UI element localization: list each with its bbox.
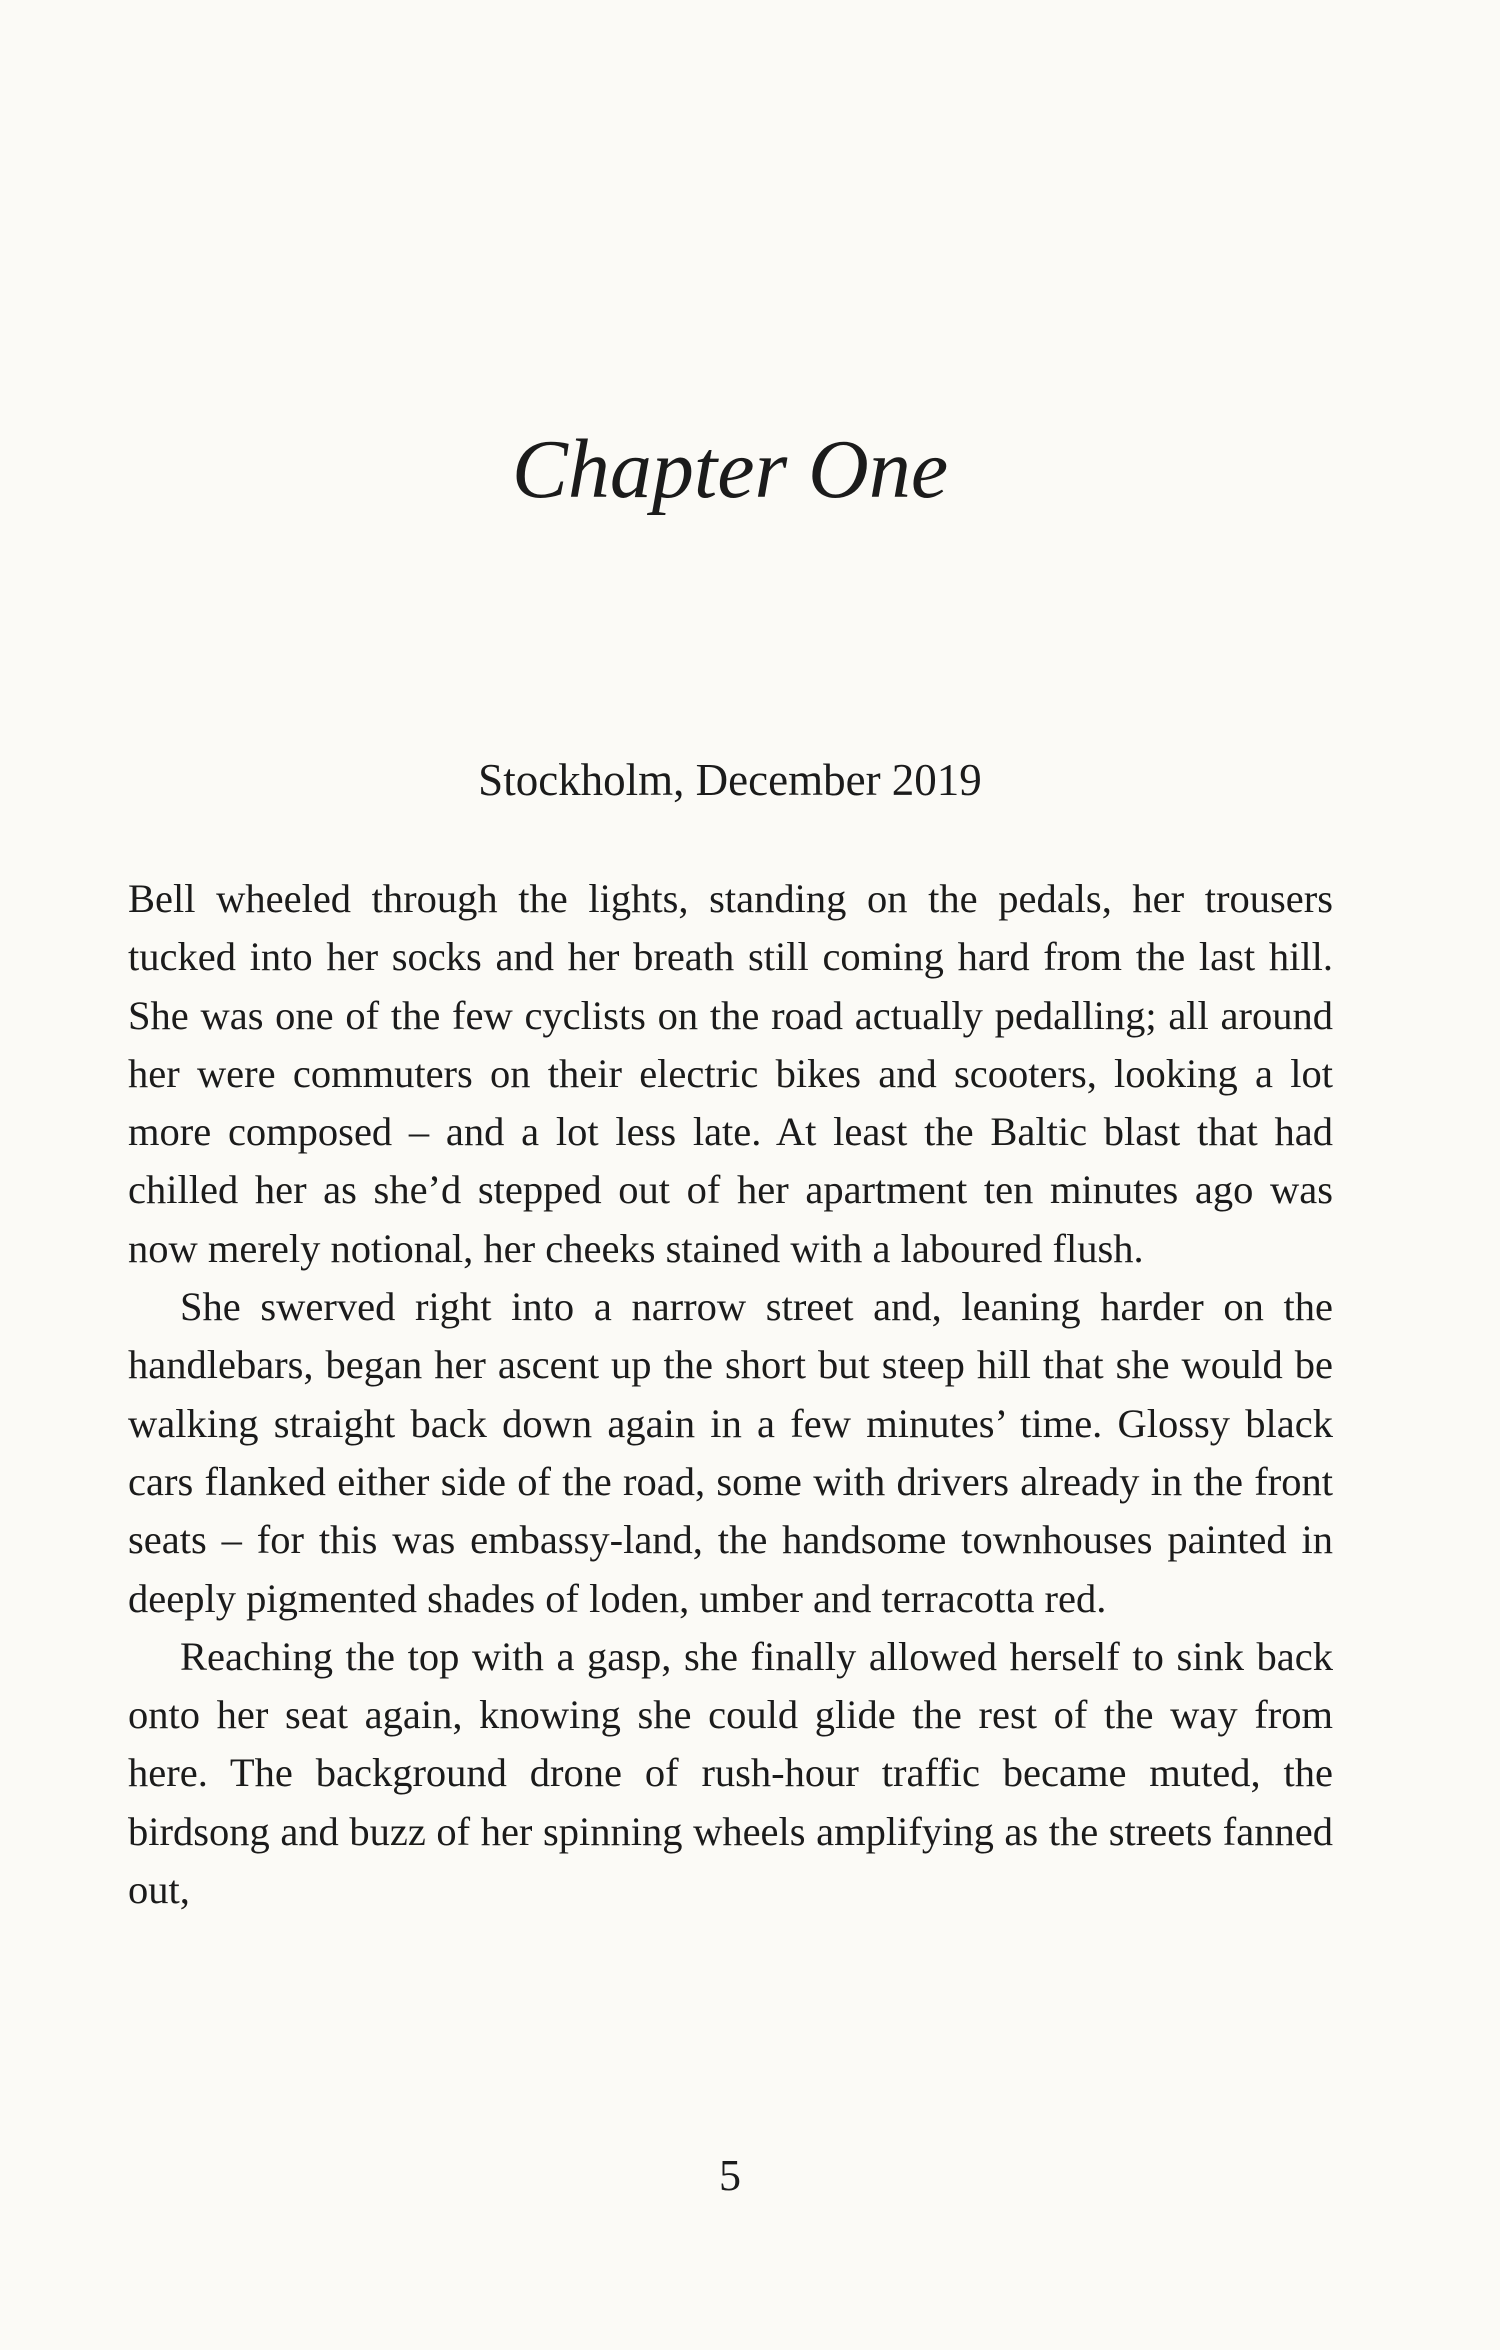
body-text xyxy=(128,870,1333,1919)
paragraph-3: Reaching the top with a gasp, she finally allowed herself to sink back onto her seat again, knowing she could glide the rest of the way from here. The background drone of rush-hour traffic became muted, the birdsong and buzz of her spinning wheels amplifying as the streets fanned out, xyxy=(128,1633,1333,1913)
paragraph-2: She swerved right into a narrow street and, leaning harder on the handlebars, began her ascent up the short but steep hill that she would be walking straight back down again in a few minutes’ time. Glossy black cars flanked either side of the road, some with drivers already in the front seats – for this was embassy-land, the handsome townhouses painted in deeply pigmented shades of loden, umber and terracotta red. xyxy=(128,1284,1333,1621)
paragraph-1: Bell wheeled through the lights, standing on the pedals, her trousers tucked into her socks and her breath still coming hard from the last hill. She was one of the few cyclists on the road actually pedalling; all around her were commuters on their electric bikes and scooters, looking a lot more composed – and a lot less late. At least the Baltic blast that had chilled her as she’d stepped out of her apartment ten minutes ago was now merely notional, her cheeks stained with a laboured flush. xyxy=(128,876,1333,1271)
chapter-location-date: Stockholm, December 2019 xyxy=(478,755,982,805)
page-number: 5 xyxy=(719,2151,741,2200)
chapter-title: Chapter One xyxy=(511,423,949,516)
